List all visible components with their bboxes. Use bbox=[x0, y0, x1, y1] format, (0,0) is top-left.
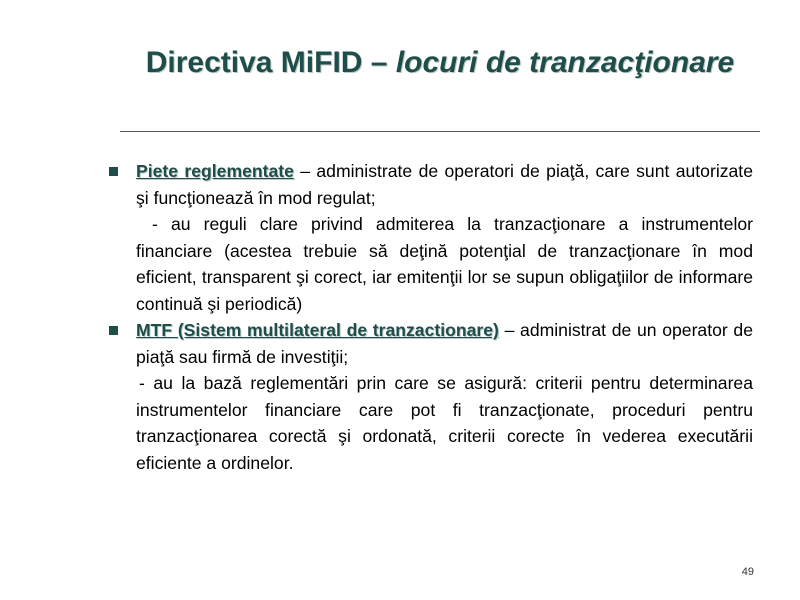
title-italic: locuri de tranzacţionare bbox=[395, 46, 735, 79]
bullet-text: – administrate de operatori de piaţă, care sunt autorizate şi funcţionează în mod regulat; bbox=[136, 161, 753, 208]
bullet-term: MTF (Sistem multilateral de tranzactionare) bbox=[136, 320, 499, 340]
square-bullet-icon bbox=[109, 167, 118, 176]
slide-body bbox=[103, 158, 753, 476]
page-number: 49 bbox=[741, 566, 754, 578]
bullet-text: – administrat de un operator de piaţă sau firmă de investiţii; bbox=[136, 320, 753, 367]
slide-title bbox=[120, 44, 760, 82]
title-divider bbox=[120, 131, 760, 132]
title-main: Directiva MiFID – bbox=[145, 46, 396, 79]
bullet-term: Piete reglementate bbox=[136, 161, 294, 181]
bullet-detail: - au la bază reglementări prin care se asigură: criterii pentru determinarea instrumentelor financiare care pot fi tranzacţionate, proceduri pentru tranzacţionarea corectă şi ordonată, criterii corecte în vederea executării eficiente a ordinelor. bbox=[136, 373, 753, 473]
square-bullet-icon bbox=[109, 326, 118, 335]
bullet-item-regulated-markets bbox=[103, 158, 753, 211]
bullet-item-mtf bbox=[103, 317, 753, 370]
bullet-detail: - au reguli clare privind admiterea la tranzacţionare a instrumentelor financiare (acestea trebuie să deţină potenţial de tranzacţionare în mod eficient, transparent şi corect, iar emitenţii lor se supun obligaţiilor de informare continuă şi periodică) bbox=[136, 214, 753, 314]
